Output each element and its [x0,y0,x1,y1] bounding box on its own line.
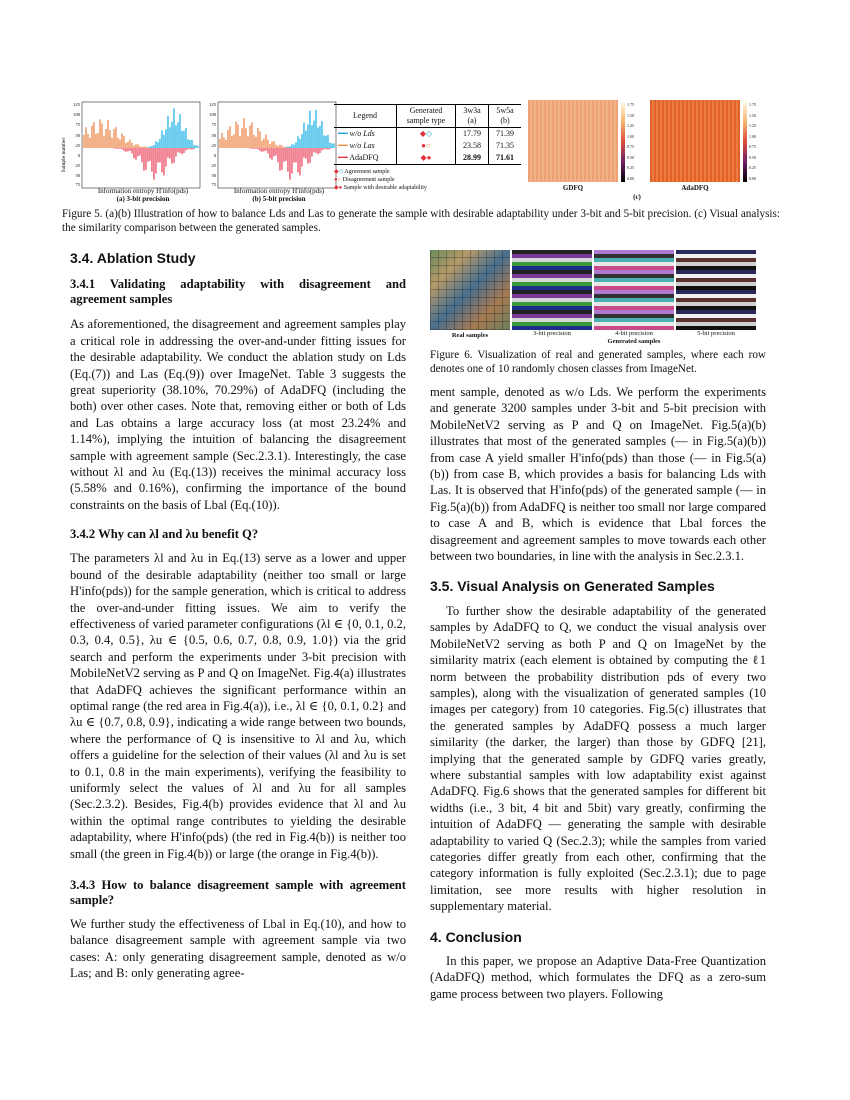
histogram-bar [239,136,241,148]
histogram-bar [249,148,251,149]
histogram-bar [253,148,255,149]
histogram-bar [277,148,279,162]
histogram-bar [321,121,323,148]
histogram-bar [157,148,159,162]
histogram-bar [123,136,125,148]
histogram-bar [227,130,229,148]
table-row: ━━ AdaDFQ ◆● 28.99 71.61 [334,152,521,165]
histogram-bar [179,148,181,153]
histogram-bar [287,147,289,148]
histogram-bar [139,146,141,148]
svg-text:100: 100 [209,112,216,117]
histogram-bar [247,136,249,148]
histogram-bar [117,138,119,148]
similarity-matrix-adadfq [650,100,742,190]
histogram-bar [115,127,117,148]
colorbar-gdfq-ticks: 1.75 1.50 1.25 1.00 0.75 0.50 0.25 0.00 [627,102,634,181]
histogram-bar [301,148,303,167]
histogram-bar [161,148,163,172]
histogram-bar [271,142,273,148]
left-column [70,250,406,982]
paragraph-3-4-1: As aforementioned, the disagreement and agreement samples play a critical role in addressing the over-and-under fitting issues for the desirable adaptability. We conduct the ablation study on Lds (Eq.(7)) and Las (Eq.(9)) over ImageNet. Table 3 suggests the great superiority (38.10%, 70.29%) of AdaDFQ (including the both) over other cases. Note that, removing either or both of Lds and Las obtains a large accuracy loss (at most 23.24% and 1.14%), implying the intuition of balancing the disagreement sample with agreement sample (Sec.2.3.1). Interestingly, the case without λl and λu (Eq.(13)) receives the minimal accuracy loss (5.58% and 0.16%), confirming the importance of the bound constraints on the basis of Lbal (Eq.(10)). [70,317,406,512]
histogram-bar [109,130,111,148]
histogram-bar [299,148,301,175]
svg-text:25: 25 [75,163,80,168]
paragraph-continued: ment sample, denoted as w/o Lds. We perform the experiments and generate 3200 samples under 3-bit and 5-bit precision with MobileNetV2 serving as P and Q on ImageNet. Fig.5(a)(b) illustrates that most of the generated samples (— in Fig.5(a)(b)) from case A yield smaller H'info(pds) than those (— in Fig.5(a)(b)) from case B, which provides a basis for balancing Lds with Las. It is observed that H'info(pds) of the generated sample (— in Fig.5(a)(b)) from AdaDFQ is neither too small nor large compared to case A and B, which is evidence that Lbal forces the disagreement and agreement samples to move towards each other between two boundaries, in line with the analysis in Sec.2.3.1. [430,385,766,564]
histogram-bar [165,129,167,148]
histogram-bar [255,137,257,148]
paragraph-3-5: To further show the desirable adaptability of the generated samples by AdaDFQ to Q, we conduct the visual analysis over MobileNetV2 serving as both P and Q on ImageNet by the similarity matrix (each element is obtained by computing the ℓ1 norm between the probability distribution pds of every two samples), along with the visualization of generated samples (10 images per category) from 10 categories. Fig.5(c) illustrates that the generated samples by AdaDFQ possess a much larger similarity (the darker, the larger) than those by GDFQ [21], implying that the generated sample by GDFQ varies greatly, where substantial samples with low adaptability exist against AdaDFQ. Fig.6 shows that the generated samples for different bit widths (i.e., 3 bit, 4 bit and 5bit) vary greatly, confirming the intuition of AdaDFQ — generating the sample with desirable adaptability to varied Q (Sec.2.3); while the samples from varied categories differ greatly from each other, confirming that the category information is fully exploited (Sec.2.3.1); due to page limitation, see more results with higher resolution in supplementary material. [430,603,766,914]
paragraph-4: In this paper, we propose an Adaptive Data-Free Quantization (AdaDFQ) method, which formulates the DFQ as a zero-sum game process between two players. Following [430,954,766,1001]
generated-3bit-grid [512,250,592,330]
histogram-bar [195,145,197,148]
histogram-bar [251,148,253,149]
histogram-bar [123,148,125,151]
histogram-bar [135,144,137,148]
histogram-bar [229,126,231,148]
histogram-bar [103,136,105,148]
histogram-bar [183,131,185,148]
svg-text:125: 125 [73,102,80,107]
histogram-bar [107,120,109,148]
histogram-bar [137,148,139,156]
label-4bit: 4-bit precision [615,330,653,337]
figure-5 [61,100,778,203]
histogram-bar [283,147,285,148]
subsection-title-3-4-3: 3.4.3 How to balance disagreement sample with agreement sample? [70,878,406,907]
histogram-bar [251,122,253,148]
histogram-bar [263,139,265,148]
histogram-bar [291,144,293,148]
histogram-bar [151,146,153,148]
histogram-bar [125,148,127,152]
svg-text:0: 0 [213,153,216,158]
histogram-bar [181,131,183,148]
histogram-bar [133,148,135,158]
histogram-bar [147,147,149,148]
svg-text:50: 50 [211,173,216,178]
histogram-bar [301,134,303,148]
histogram-bar [297,148,299,172]
histogram-bar [321,148,323,150]
histogram-bar [143,148,145,171]
svg-text:50: 50 [211,133,216,138]
generated-5bit-grid [676,250,756,330]
label-real-samples: Real samples [451,332,489,339]
histogram-bar [273,141,275,148]
histogram-bar [223,137,225,148]
histogram-bar [167,116,169,148]
histogram-bar [231,136,233,148]
histogram-bar [235,121,237,148]
subsection-title-3-4-2: 3.4.2 Why can λl and λu benefit Q? [70,527,259,542]
histogram-bar [249,125,251,148]
histogram-bar [191,148,193,150]
histogram-bar [193,148,195,149]
histogram-bar [167,148,169,158]
histogram-bar [129,148,131,151]
subsection-title-3-4-1: 3.4.1 Validating adaptability with disagreement and agreement samples [70,277,406,307]
histogram-a-caption: (a) 3-bit precision [116,195,170,203]
histogram-bar [105,129,107,148]
histogram-bar [121,133,123,148]
histogram-bar [281,145,283,148]
histogram-bar [285,148,287,161]
histogram-bar [295,148,297,163]
paragraph-3-4-2: The parameters λl and λu in Eq.(13) serve as a lower and upper bound of the desirable adaptability (neither too small or large H'info(pds)) for the sample generation, which is critical to address the over-and-under fitting issues. We aim to verify the effectiveness of varied parameter configurations (λl ∈ {0, 0.1, 0.2, 0.3, 0.4, 0.5}, λu ∈ {0.5, 0.6, 0.7, 0.8, 0.9, 1.0}) via the grid search and perform the experiments under 3-bit precision with MobileNetV2 serving as P and Q on ImageNet. Fig.4(a) illustrates that AdaDFQ achieves the significant performance within an optimal range (the red area in Fig.4(a)), i.e., λl ∈ {0, 0.1, 0.2} and λu ∈ {0.7, 0.8, 0.9}, indicating a wide range between two bounds, where the performance of Q is insensitive to λl and λu, which offers a guideline for the selection of their values (λl and λu is set to 0.1, 0.8 in the main experiments), verifying the feasibility to uniformly select the values of λl and λu for all samples (Sec.2.3.2). Besides, Fig.4(b) provides evidence that λl and λu within the optimal range contributes to yielding the desirable adaptability, where H'info(pds) (the red in Fig.4(b)) is neither too small (the green in Fig.4(b)) or large (the orange in Fig.4(b)). [70,551,406,861]
histogram-bar [131,143,133,148]
histogram-bar [267,140,269,148]
histogram-bar [315,110,317,148]
histogram-bar [303,123,305,148]
svg-text:75: 75 [75,122,80,127]
histogram-bar [325,136,327,148]
histogram-bar [137,144,139,148]
real-samples-grid [430,250,510,330]
histogram-bar [145,147,147,148]
histogram-bar [253,135,255,148]
svg-text:75: 75 [211,182,216,187]
histogram-bar [225,140,227,148]
histogram-bar [161,130,163,148]
histogram-bar [221,133,223,148]
histogram-bar [115,148,117,149]
histogram-b-xlabel: Information entropy H'info(pds) [233,187,325,195]
histogram-bar [327,148,329,150]
histogram-bar [89,138,91,148]
histogram-bar [237,124,239,148]
histogram-bar [143,146,145,148]
section-title-4: 4. Conclusion [430,928,522,945]
svg-text:75: 75 [211,122,216,127]
histogram-bar [291,148,293,173]
histogram-bar [189,148,191,149]
histogram-bar [319,148,321,153]
histogram-bar [329,148,331,149]
histogram-bar [219,139,221,148]
histogram-bar [279,148,281,171]
histogram-a-xlabel: Information entropy H'info(pds) [97,187,189,195]
histogram-bar [319,126,321,148]
histogram-bar [309,148,311,163]
histogram-bar [257,128,259,148]
histogram-bar [127,148,129,151]
svg-text:25: 25 [211,163,216,168]
histogram-bar [317,148,319,154]
histogram-bar [113,129,115,148]
histogram-bar [187,148,189,149]
histogram-bar [245,128,247,148]
histogram-bar [293,148,295,162]
histogram-bar [153,148,155,180]
histogram-bar [257,148,259,149]
histogram-bar [169,148,171,159]
histogram-bar [233,134,235,148]
matrix-caption: (c) [633,193,641,201]
svg-text:100: 100 [73,112,80,117]
histogram-bar [141,147,143,148]
histogram-bar [185,128,187,148]
th-legend: Legend [334,105,397,128]
histogram-bar [323,148,325,149]
histogram-bar [155,141,157,148]
histogram-bar [111,138,113,148]
histogram-bar [185,148,187,150]
histogram-bar [159,139,161,148]
histogram-bar [275,148,277,155]
histogram-bar [243,118,245,148]
histogram-bar [171,122,173,148]
histogram-bar [261,148,263,152]
histogram-bar [329,143,331,148]
histogram-bar [309,111,311,148]
histogram-bar [303,148,305,158]
histogram-bar [275,145,277,148]
histogram-bar [91,126,93,148]
th-sample-type: Generated sample type [397,105,456,128]
histogram-bar [281,148,283,170]
histogram-bar [189,140,191,148]
histogram-bar [327,135,329,148]
histogram-bar [289,146,291,148]
histogram-bar [171,148,173,164]
histogram-bar [313,148,315,152]
histogram-bar [287,148,289,172]
histogram-bar [95,134,97,148]
histogram-bar [133,146,135,148]
histogram-bar [173,148,175,163]
histogram-bar [163,148,165,175]
histogram-bar [193,145,195,148]
legend-table [334,104,521,165]
histogram-bar [113,148,115,149]
svg-text:75: 75 [75,182,80,187]
histogram-bar [293,145,295,148]
histogram-bar [179,114,181,148]
histogram-bar [159,148,161,163]
histogram-bar [279,145,281,148]
svg-text:50: 50 [75,133,80,138]
histogram-bar [313,121,315,148]
svg-text:125: 125 [209,102,216,107]
histogram-bar [305,131,307,148]
histogram-a-plot [62,100,202,200]
label-3bit: 3-bit precision [533,330,571,337]
histogram-bar [131,148,133,153]
histogram-bar [101,123,103,148]
histogram-bar [177,122,179,148]
label-generated-samples: Generated samples [607,338,661,345]
histogram-bar [331,143,333,148]
matrix-label-adadfq: AdaDFQ [681,184,709,192]
svg-text:25: 25 [211,143,216,148]
histogram-bar [271,148,273,160]
histogram-b [198,100,316,200]
svg-text:25: 25 [75,143,80,148]
histogram-bar [129,139,131,148]
histogram-bar [121,148,123,149]
matrix-label-gdfq: GDFQ [562,184,584,192]
histogram-bar [181,148,183,154]
figure-6 [430,250,768,345]
histogram-bar [125,143,127,148]
paragraph-3-4-3: We further study the effectiveness of Lbal in Eq.(10), and how to balance disagreement sample with agreement sample via two cases: A: only generating disagreement sample, denoted as w/o Las; and B: only generating agree- [70,917,406,981]
histogram-bar [299,139,301,148]
histogram-bar [99,119,101,148]
histogram-bar [149,146,151,148]
histogram-bar [265,135,267,148]
th-3w3a: 3w3a (a) [456,105,489,128]
histogram-bar [83,135,85,148]
histogram-bar [263,148,265,151]
histogram-bar [135,148,137,160]
histogram-bar [191,140,193,148]
figure-5-caption: Figure 5. (a)(b) Illustration of how to balance Lds and Las to generate the sample with desirable adaptability under 3-bit and 5-bit precision. (c) Visual analysis: the similarity comparison between the generated samples. [62,208,780,234]
histogram-bar [259,131,261,148]
histogram-bar [269,144,271,148]
histogram-bar [153,145,155,148]
colorbar-gdfq [621,102,625,182]
histogram-bar [145,148,147,170]
generated-4bit-grid [594,250,674,330]
histogram-bar [317,128,319,148]
histogram-bar [119,140,121,148]
histogram-bar [85,127,87,148]
legend-key: ◆◇ Agreement sample ●○ Disagreement sample ◆● Sample with desirable adaptability [334,169,427,191]
histogram-bar [155,148,157,173]
histogram-bar [87,134,89,148]
histogram-bar [151,148,153,172]
histogram-bar [267,148,269,153]
histogram-bar [139,148,141,155]
histogram-b-plot [198,100,338,200]
svg-text:0: 0 [77,153,80,158]
histogram-bar [163,135,165,148]
histogram-bar [289,148,291,180]
histogram-bar [187,139,189,148]
histogram-bar [241,128,243,148]
histogram-bar [307,148,309,164]
histogram-b-caption: (b) 5-bit precision [252,195,306,203]
histogram-bar [325,148,327,149]
histogram-bar [157,142,159,148]
histogram-bar [165,148,167,167]
label-5bit: 5-bit precision [697,330,735,337]
histogram-bar [285,147,287,148]
table-row: ━━ w/o Las ●○ 23.58 71.35 [334,140,521,152]
histogram-bar [311,148,313,156]
histogram-bar [147,148,149,162]
histogram-bar [255,148,257,149]
histogram-bar [177,148,179,152]
histogram-bar [175,148,177,156]
histogram-bar [119,148,121,149]
table-row: ━━ w/o Lds ◆◇ 17.79 71.39 [334,128,521,141]
th-5w5a: 5w5a (b) [489,105,522,128]
histogram-bar [183,148,185,153]
colorbar-adadfq [743,102,747,182]
histogram-bar [261,141,263,148]
histogram-bar [175,125,177,148]
histogram-a-ylabel: Sample number [61,137,67,173]
histogram-bar [265,148,267,151]
histogram-bar [311,125,313,148]
histogram-bar [305,148,307,159]
histogram-bar [149,148,151,161]
histogram-bar [93,122,95,148]
histogram-bar [283,148,285,162]
histogram-bar [269,148,271,158]
histogram-bar [297,136,299,148]
similarity-matrix-gdfq [528,100,620,190]
histogram-bar [117,148,119,149]
histogram-bar [173,108,175,148]
figure-6-caption: Figure 6. Visualization of real and generated samples, where each row denotes one of 10 randomly chosen classes from ImageNet. [430,349,766,375]
histogram-a [62,100,180,200]
histogram-bar [169,127,171,148]
histogram-bar [307,125,309,148]
histogram-bar [97,133,99,148]
histogram-bar [259,148,261,151]
histogram-bar [273,148,275,156]
histogram-bar [295,142,297,148]
histogram-bar [323,135,325,148]
histogram-bar [141,148,143,162]
histogram-bar [315,148,317,153]
svg-text:50: 50 [75,173,80,178]
right-column [430,348,766,1002]
histogram-bar [277,146,279,148]
section-title-3-4: 3.4. Ablation Study [70,250,196,266]
histogram-bar [127,142,129,148]
section-title-3-5: 3.5. Visual Analysis on Generated Samples [430,578,715,595]
colorbar-adadfq-ticks: 1.75 1.50 1.25 1.00 0.75 0.50 0.25 0.00 [749,102,756,181]
